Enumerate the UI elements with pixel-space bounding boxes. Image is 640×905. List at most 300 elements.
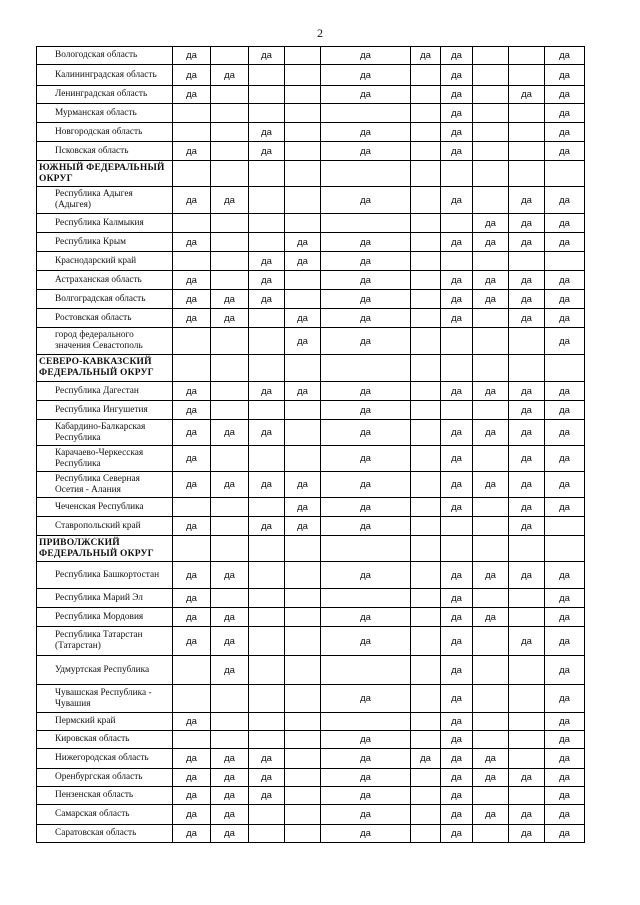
value-cell: да xyxy=(545,769,585,787)
value-cell: да xyxy=(441,104,473,123)
value-cell xyxy=(173,104,211,123)
region-name: Астраханская область xyxy=(37,271,173,290)
value-cell: да xyxy=(321,769,411,787)
value-cell xyxy=(411,65,441,86)
value-cell: да xyxy=(173,290,211,309)
value-cell xyxy=(285,142,321,161)
value-cell xyxy=(211,271,249,290)
value-cell xyxy=(411,713,441,731)
value-cell xyxy=(285,86,321,104)
value-cell: да xyxy=(211,65,249,86)
value-cell xyxy=(249,825,285,843)
value-cell xyxy=(441,355,473,382)
value-cell: да xyxy=(441,446,473,472)
value-cell xyxy=(473,104,509,123)
value-cell xyxy=(211,536,249,562)
value-cell: да xyxy=(473,472,509,498)
region-row xyxy=(37,233,585,252)
value-cell xyxy=(321,104,411,123)
region-name: Ростовская область xyxy=(37,309,173,328)
value-cell xyxy=(173,123,211,142)
value-cell xyxy=(285,685,321,713)
value-cell: да xyxy=(509,187,545,214)
value-cell xyxy=(473,142,509,161)
district-row xyxy=(37,536,585,562)
value-cell xyxy=(545,161,585,187)
value-cell: да xyxy=(249,472,285,498)
district-name: СЕВЕРО-КАВКАЗСКИЙ ФЕДЕРАЛЬНЫЙ ОКРУГ xyxy=(37,355,173,382)
value-cell xyxy=(173,214,211,233)
value-cell: да xyxy=(509,562,545,589)
value-cell xyxy=(285,446,321,472)
region-row xyxy=(37,382,585,401)
value-cell: да xyxy=(321,498,411,517)
value-cell: да xyxy=(441,825,473,843)
value-cell xyxy=(473,627,509,656)
value-cell xyxy=(211,233,249,252)
region-row xyxy=(37,685,585,713)
value-cell: да xyxy=(285,233,321,252)
value-cell: да xyxy=(509,446,545,472)
value-cell xyxy=(473,252,509,271)
value-cell: да xyxy=(411,47,441,65)
value-cell: да xyxy=(441,233,473,252)
value-cell: да xyxy=(545,825,585,843)
value-cell xyxy=(509,656,545,685)
value-cell xyxy=(249,805,285,825)
value-cell: да xyxy=(321,252,411,271)
value-cell: да xyxy=(473,608,509,627)
value-cell: да xyxy=(321,749,411,769)
district-row xyxy=(37,161,585,187)
district-name: ПРИВОЛЖСКИЙ ФЕДЕРАЛЬНЫЙ ОКРУГ xyxy=(37,536,173,562)
region-name: Республика Северная Осетия - Алания xyxy=(37,472,173,498)
value-cell: да xyxy=(509,233,545,252)
value-cell: да xyxy=(173,825,211,843)
value-cell xyxy=(509,65,545,86)
value-cell xyxy=(411,233,441,252)
value-cell xyxy=(509,685,545,713)
region-name: Калининградская область xyxy=(37,65,173,86)
value-cell xyxy=(173,656,211,685)
value-cell xyxy=(173,536,211,562)
value-cell: да xyxy=(173,446,211,472)
value-cell: да xyxy=(249,517,285,536)
region-name: Волгоградская область xyxy=(37,290,173,309)
value-cell: да xyxy=(321,65,411,86)
value-cell xyxy=(411,825,441,843)
value-cell xyxy=(441,536,473,562)
value-cell: да xyxy=(173,562,211,589)
value-cell xyxy=(285,420,321,446)
value-cell: да xyxy=(321,805,411,825)
region-name: Новгородская область xyxy=(37,123,173,142)
value-cell: да xyxy=(173,517,211,536)
value-cell: да xyxy=(545,805,585,825)
value-cell xyxy=(285,65,321,86)
value-cell xyxy=(509,589,545,608)
region-row xyxy=(37,805,585,825)
value-cell: да xyxy=(441,656,473,685)
value-cell xyxy=(249,187,285,214)
value-cell xyxy=(509,608,545,627)
value-cell xyxy=(509,142,545,161)
value-cell xyxy=(411,731,441,749)
value-cell xyxy=(249,627,285,656)
value-cell: да xyxy=(249,271,285,290)
value-cell xyxy=(509,252,545,271)
value-cell xyxy=(411,420,441,446)
value-cell: да xyxy=(173,233,211,252)
region-row xyxy=(37,713,585,731)
value-cell xyxy=(211,47,249,65)
region-row xyxy=(37,472,585,498)
value-cell xyxy=(285,589,321,608)
value-cell xyxy=(285,401,321,420)
value-cell: да xyxy=(249,382,285,401)
value-cell xyxy=(285,656,321,685)
value-cell: да xyxy=(211,290,249,309)
region-name: Саратовская область xyxy=(37,825,173,843)
region-name: Пензенская область xyxy=(37,787,173,805)
value-cell: да xyxy=(509,769,545,787)
value-cell xyxy=(249,656,285,685)
value-cell: да xyxy=(545,589,585,608)
value-cell xyxy=(509,328,545,355)
region-name: Кировская область xyxy=(37,731,173,749)
value-cell: да xyxy=(441,805,473,825)
value-cell xyxy=(285,104,321,123)
value-cell xyxy=(321,355,411,382)
region-row xyxy=(37,825,585,843)
value-cell xyxy=(211,731,249,749)
value-cell xyxy=(285,123,321,142)
value-cell xyxy=(411,104,441,123)
value-cell xyxy=(473,825,509,843)
value-cell: да xyxy=(441,713,473,731)
value-cell: да xyxy=(441,608,473,627)
value-cell: да xyxy=(249,47,285,65)
value-cell xyxy=(441,161,473,187)
region-row xyxy=(37,104,585,123)
value-cell: да xyxy=(211,749,249,769)
region-row xyxy=(37,420,585,446)
value-cell xyxy=(173,161,211,187)
value-cell xyxy=(211,498,249,517)
value-cell: да xyxy=(545,290,585,309)
value-cell xyxy=(211,142,249,161)
value-cell: да xyxy=(509,86,545,104)
value-cell: да xyxy=(249,420,285,446)
region-name: Ставропольский край xyxy=(37,517,173,536)
value-cell xyxy=(285,769,321,787)
value-cell: да xyxy=(173,187,211,214)
region-row xyxy=(37,309,585,328)
value-cell: да xyxy=(173,769,211,787)
value-cell: да xyxy=(173,608,211,627)
value-cell xyxy=(249,685,285,713)
value-cell: да xyxy=(509,472,545,498)
value-cell: да xyxy=(441,47,473,65)
value-cell xyxy=(473,713,509,731)
value-cell: да xyxy=(211,627,249,656)
value-cell: да xyxy=(509,214,545,233)
value-cell: да xyxy=(473,769,509,787)
value-cell xyxy=(441,517,473,536)
value-cell: да xyxy=(545,382,585,401)
region-name: Республика Калмыкия xyxy=(37,214,173,233)
value-cell: да xyxy=(173,627,211,656)
value-cell: да xyxy=(321,187,411,214)
value-cell: да xyxy=(473,271,509,290)
region-row xyxy=(37,769,585,787)
value-cell: да xyxy=(173,787,211,805)
value-cell xyxy=(545,252,585,271)
value-cell xyxy=(473,309,509,328)
value-cell: да xyxy=(509,627,545,656)
value-cell xyxy=(173,685,211,713)
value-cell xyxy=(321,589,411,608)
value-cell: да xyxy=(249,769,285,787)
value-cell: да xyxy=(211,825,249,843)
value-cell: да xyxy=(441,589,473,608)
value-cell xyxy=(411,787,441,805)
value-cell xyxy=(411,309,441,328)
region-row xyxy=(37,328,585,355)
value-cell: да xyxy=(249,749,285,769)
region-name: Самарская область xyxy=(37,805,173,825)
value-cell: да xyxy=(509,382,545,401)
value-cell: да xyxy=(321,731,411,749)
value-cell: да xyxy=(545,608,585,627)
value-cell xyxy=(473,86,509,104)
value-cell: да xyxy=(411,749,441,769)
value-cell: да xyxy=(321,608,411,627)
value-cell xyxy=(411,627,441,656)
value-cell xyxy=(249,589,285,608)
value-cell: да xyxy=(545,713,585,731)
value-cell: да xyxy=(321,825,411,843)
value-cell xyxy=(285,805,321,825)
value-cell xyxy=(321,656,411,685)
value-cell: да xyxy=(249,142,285,161)
value-cell xyxy=(249,214,285,233)
value-cell: да xyxy=(441,769,473,787)
value-cell xyxy=(411,382,441,401)
region-row xyxy=(37,214,585,233)
value-cell: да xyxy=(545,685,585,713)
value-cell xyxy=(173,328,211,355)
value-cell: да xyxy=(545,86,585,104)
value-cell: да xyxy=(441,86,473,104)
region-name: Пермский край xyxy=(37,713,173,731)
value-cell: да xyxy=(249,123,285,142)
region-row xyxy=(37,656,585,685)
value-cell xyxy=(473,536,509,562)
value-cell: да xyxy=(211,656,249,685)
value-cell xyxy=(249,401,285,420)
value-cell xyxy=(211,355,249,382)
region-name: Мурманская область xyxy=(37,104,173,123)
region-row xyxy=(37,86,585,104)
value-cell xyxy=(285,627,321,656)
value-cell xyxy=(473,589,509,608)
value-cell xyxy=(249,104,285,123)
value-cell xyxy=(249,309,285,328)
regions-table xyxy=(36,46,585,843)
value-cell: да xyxy=(249,787,285,805)
value-cell xyxy=(411,290,441,309)
value-cell xyxy=(509,731,545,749)
value-cell xyxy=(321,536,411,562)
value-cell: да xyxy=(173,805,211,825)
value-cell xyxy=(249,161,285,187)
value-cell: да xyxy=(173,382,211,401)
value-cell: да xyxy=(441,731,473,749)
value-cell: да xyxy=(321,685,411,713)
value-cell xyxy=(473,498,509,517)
value-cell: да xyxy=(545,498,585,517)
value-cell xyxy=(285,214,321,233)
region-name: город федерального значения Севастополь xyxy=(37,328,173,355)
value-cell xyxy=(509,161,545,187)
value-cell xyxy=(545,536,585,562)
value-cell: да xyxy=(545,123,585,142)
value-cell: да xyxy=(285,382,321,401)
value-cell: да xyxy=(285,472,321,498)
value-cell xyxy=(473,355,509,382)
value-cell: да xyxy=(211,472,249,498)
value-cell xyxy=(249,355,285,382)
value-cell xyxy=(473,731,509,749)
value-cell: да xyxy=(473,214,509,233)
value-cell: да xyxy=(545,656,585,685)
value-cell: да xyxy=(441,290,473,309)
value-cell: да xyxy=(545,104,585,123)
value-cell xyxy=(249,536,285,562)
value-cell: да xyxy=(285,309,321,328)
region-row xyxy=(37,187,585,214)
region-name: Псковская область xyxy=(37,142,173,161)
value-cell: да xyxy=(441,420,473,446)
region-row xyxy=(37,589,585,608)
value-cell: да xyxy=(173,142,211,161)
value-cell: да xyxy=(321,142,411,161)
value-cell xyxy=(285,825,321,843)
value-cell xyxy=(473,161,509,187)
value-cell xyxy=(411,589,441,608)
value-cell xyxy=(249,446,285,472)
value-cell xyxy=(211,161,249,187)
value-cell xyxy=(473,328,509,355)
value-cell xyxy=(285,536,321,562)
value-cell: да xyxy=(545,187,585,214)
value-cell: да xyxy=(321,627,411,656)
value-cell xyxy=(411,142,441,161)
value-cell xyxy=(509,749,545,769)
value-cell xyxy=(321,161,411,187)
value-cell: да xyxy=(173,309,211,328)
value-cell xyxy=(509,713,545,731)
value-cell: да xyxy=(509,401,545,420)
value-cell: да xyxy=(211,562,249,589)
value-cell: да xyxy=(321,123,411,142)
value-cell: да xyxy=(211,187,249,214)
value-cell: да xyxy=(173,420,211,446)
region-name: Краснодарский край xyxy=(37,252,173,271)
value-cell xyxy=(285,271,321,290)
value-cell xyxy=(285,713,321,731)
value-cell xyxy=(411,187,441,214)
value-cell xyxy=(411,498,441,517)
value-cell: да xyxy=(441,627,473,656)
value-cell: да xyxy=(173,401,211,420)
value-cell: да xyxy=(441,685,473,713)
value-cell: да xyxy=(321,420,411,446)
region-name: Вологодская область xyxy=(37,47,173,65)
region-name: Республика Крым xyxy=(37,233,173,252)
value-cell xyxy=(509,536,545,562)
value-cell xyxy=(473,446,509,472)
value-cell: да xyxy=(473,805,509,825)
value-cell xyxy=(249,65,285,86)
value-cell xyxy=(473,656,509,685)
value-cell xyxy=(249,328,285,355)
value-cell xyxy=(211,252,249,271)
value-cell: да xyxy=(321,309,411,328)
value-cell xyxy=(211,86,249,104)
value-cell: да xyxy=(321,47,411,65)
value-cell xyxy=(411,517,441,536)
value-cell xyxy=(211,446,249,472)
value-cell xyxy=(285,608,321,627)
region-row xyxy=(37,252,585,271)
value-cell: да xyxy=(321,446,411,472)
value-cell: да xyxy=(441,65,473,86)
value-cell xyxy=(473,685,509,713)
value-cell: да xyxy=(211,420,249,446)
value-cell: да xyxy=(285,498,321,517)
value-cell: да xyxy=(441,123,473,142)
value-cell: да xyxy=(509,825,545,843)
region-row xyxy=(37,608,585,627)
value-cell xyxy=(411,685,441,713)
region-row xyxy=(37,749,585,769)
value-cell: да xyxy=(321,271,411,290)
value-cell: да xyxy=(211,787,249,805)
value-cell: да xyxy=(473,420,509,446)
region-row xyxy=(37,271,585,290)
value-cell: да xyxy=(473,562,509,589)
value-cell: да xyxy=(473,382,509,401)
value-cell: да xyxy=(321,86,411,104)
value-cell: да xyxy=(509,498,545,517)
value-cell: да xyxy=(545,328,585,355)
value-cell: да xyxy=(441,562,473,589)
value-cell: да xyxy=(509,805,545,825)
value-cell xyxy=(411,123,441,142)
value-cell xyxy=(285,787,321,805)
region-row xyxy=(37,498,585,517)
value-cell: да xyxy=(441,187,473,214)
value-cell xyxy=(285,47,321,65)
value-cell: да xyxy=(545,271,585,290)
value-cell xyxy=(211,328,249,355)
value-cell: да xyxy=(473,290,509,309)
region-name: Республика Дагестан xyxy=(37,382,173,401)
value-cell: да xyxy=(173,749,211,769)
value-cell: да xyxy=(173,65,211,86)
